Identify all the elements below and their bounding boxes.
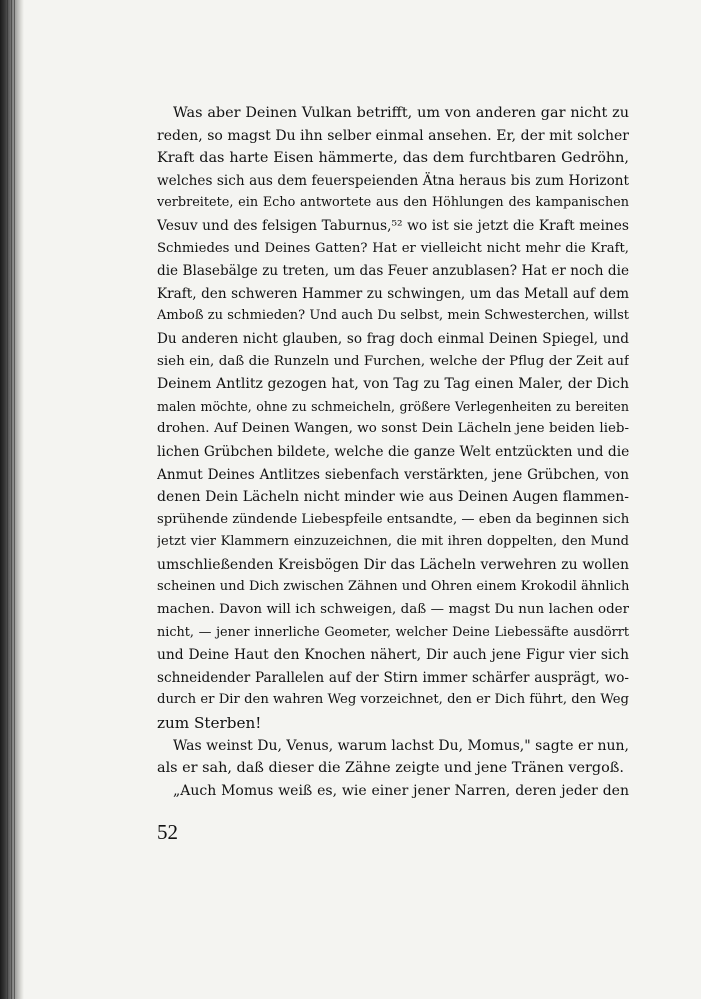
body-text — [157, 102, 629, 802]
gutter-line — [14, 0, 15, 999]
text-line: durch er Dir den wahren Weg vorzeichnet, den er Dich führt, den Weg — [157, 692, 629, 708]
text-line: welches sich aus dem feuerspeienden Ätna heraus bis zum Horizont — [157, 172, 629, 189]
gutter-line — [11, 0, 12, 999]
text-line: Kraft, den schweren Hammer zu schwingen, um das Metall auf dem — [157, 285, 629, 302]
text-line: Deinem Antlitz gezogen hat, von Tag zu Tag einen Maler, der Dich — [157, 376, 629, 393]
text-line: Schmiedes und Deines Gatten? Hat er vielleicht nicht mehr die Kraft, — [157, 240, 629, 256]
text-line: drohen. Auf Deinen Wangen, wo sonst Dein Lächeln jene beiden lieb- — [157, 421, 629, 437]
text-line: als er sah, daß dieser die Zähne zeigte und jene Tränen vergoß. — [157, 760, 624, 777]
text-line: scheinen und Dich zwischen Zähnen und Ohren einem Krokodil ähnlich — [157, 579, 629, 595]
book-gutter-shadow — [0, 0, 24, 999]
text-line: sieh ein, daß die Runzeln und Furchen, welche der Pflug der Zeit auf — [157, 353, 629, 369]
text-line: malen möchte, ohne zu schmeicheln, größere Verlegenheiten zu bereiten — [157, 398, 629, 414]
text-line: Du anderen nicht glauben, so frag doch einmal Deinen Spiegel, und — [157, 330, 629, 347]
gutter-line — [7, 0, 8, 999]
text-line: Vesuv und des felsigen Taburnus,⁵² wo ist sie jetzt die Kraft meines — [157, 217, 629, 234]
text-line: schneidender Parallelen auf der Stirn immer schärfer ausprägt, wo- — [157, 669, 629, 686]
text-line: reden, so magst Du ihn selber einmal ansehen. Er, der mit solcher — [157, 127, 629, 144]
text-line: Amboß zu schmieden? Und auch Du selbst, mein Schwesterchen, willst — [157, 308, 629, 324]
text-line: sprühende zündende Liebespfeile entsandte, — eben da beginnen sich — [157, 511, 629, 527]
text-line: nicht, — jener innerliche Geometer, welcher Deine Liebessäfte ausdörrt — [157, 624, 629, 640]
text-line: umschließenden Kreisbögen Dir das Lächeln verwehren zu wollen — [157, 556, 629, 573]
text-line: denen Dein Lächeln nicht minder wie aus Deinen Augen flammen- — [157, 489, 629, 506]
text-line: verbreitete, ein Echo antwortete aus den Höhlungen des kampanischen — [157, 195, 629, 211]
text-line: machen. Davon will ich schweigen, daß — magst Du nun lachen oder — [157, 602, 629, 618]
text-line: Anmut Deines Antlitzes siebenfach verstärkten, jene Grübchen, von — [157, 466, 629, 483]
text-line: Was weinst Du, Venus, warum lachst Du, Momus," sagte er nun, — [173, 737, 629, 754]
text-line: lichen Grübchen bildete, welche die ganze Welt entzückten und die — [157, 443, 629, 460]
page-number: 52 — [157, 820, 178, 844]
text-line: jetzt vier Klammern einzuzeichnen, die mit ihren doppelten, den Mund — [157, 534, 629, 550]
text-line: Kraft das harte Eisen hämmerte, das dem furchtbaren Gedröhn, — [157, 150, 629, 167]
text-line: die Blasebälge zu treten, um das Feuer anzublasen? Hat er noch die — [157, 263, 629, 280]
text-line: und Deine Haut den Knochen nähert, Dir auch jene Figur vier sich — [157, 647, 629, 664]
text-line: „Auch Momus weiß es, wie einer jener Narren, deren jeder den — [173, 782, 629, 799]
text-line: Was aber Deinen Vulkan betrifft, um von anderen gar nicht zu — [173, 105, 629, 121]
text-line: zum Sterben! — [157, 714, 262, 733]
